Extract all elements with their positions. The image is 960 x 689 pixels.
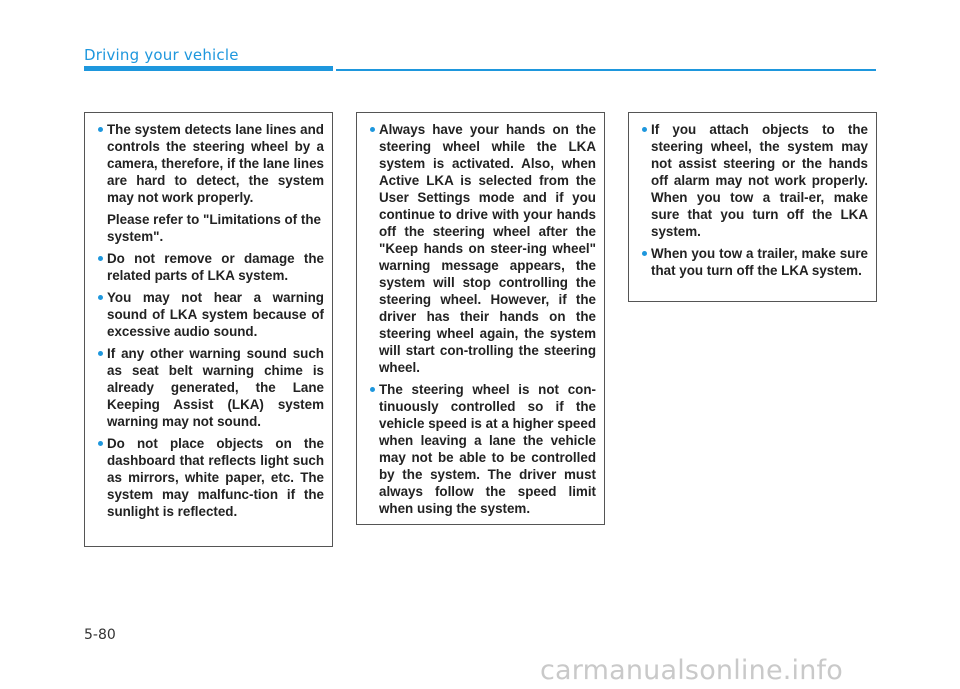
- section-title: Driving your vehicle: [84, 46, 239, 64]
- watermark: carmanualsonline.info: [540, 655, 843, 686]
- bullet-item: If any other warning sound such as seat belt warning chime is already generated, the Lane Keeping Assist (LKA) system warning may not sound.: [99, 345, 324, 430]
- header-rule-thin: [336, 69, 876, 71]
- caution-list: [371, 121, 596, 517]
- bullet-item: Do not place objects on the dashboard that reflects light such as mirrors, white paper, etc. The system may malfunc-tion if the sunlight is reflected.: [99, 435, 324, 520]
- caution-list: [643, 121, 868, 279]
- bullet-item: You may not hear a warning sound of LKA system because of excessive audio sound.: [99, 289, 324, 340]
- bullet-item: Always have your hands on the steering wheel while the LKA system is activated. Also, when Active LKA is selected from the User Settings mode and if you continue to drive with your hands off the steering wheel after the "Keep hands on steer-ing wheel" warning message appears, the system will stop controlling the steering wheel. However, if the driver has their hands on the steering wheel again, the system will start con-trolling the steering wheel.: [371, 121, 596, 376]
- bullet-note: Please refer to "Limitations of the system".: [107, 212, 321, 244]
- bullet-item: The system detects lane lines and controls the steering wheel by a camera, therefore, if the lane lines are hard to detect, the system may not work properly.: [99, 121, 324, 206]
- bullet-item: The steering wheel is not con-tinuously controlled so if the vehicle speed is at a higher speed when leaving a lane the vehicle may not be able to be controlled by the system. The driver must always follow the speed limit when using the system.: [371, 381, 596, 517]
- caution-box-middle: [356, 112, 605, 525]
- bullet-item: When you tow a trailer, make sure that you turn off the LKA system.: [643, 245, 868, 279]
- bullet-item: Do not remove or damage the related parts of LKA system.: [99, 250, 324, 284]
- page-number: 5-80: [84, 627, 116, 643]
- caution-box-left: [84, 112, 333, 547]
- header-rule-thick: [84, 66, 333, 71]
- caution-list: [99, 121, 324, 520]
- caution-box-right: [628, 112, 877, 302]
- bullet-item: If you attach objects to the steering wheel, the system may not assist steering or the hands off alarm may not work properly. When you tow a trail-er, make sure that you turn off the LKA system.: [643, 121, 868, 240]
